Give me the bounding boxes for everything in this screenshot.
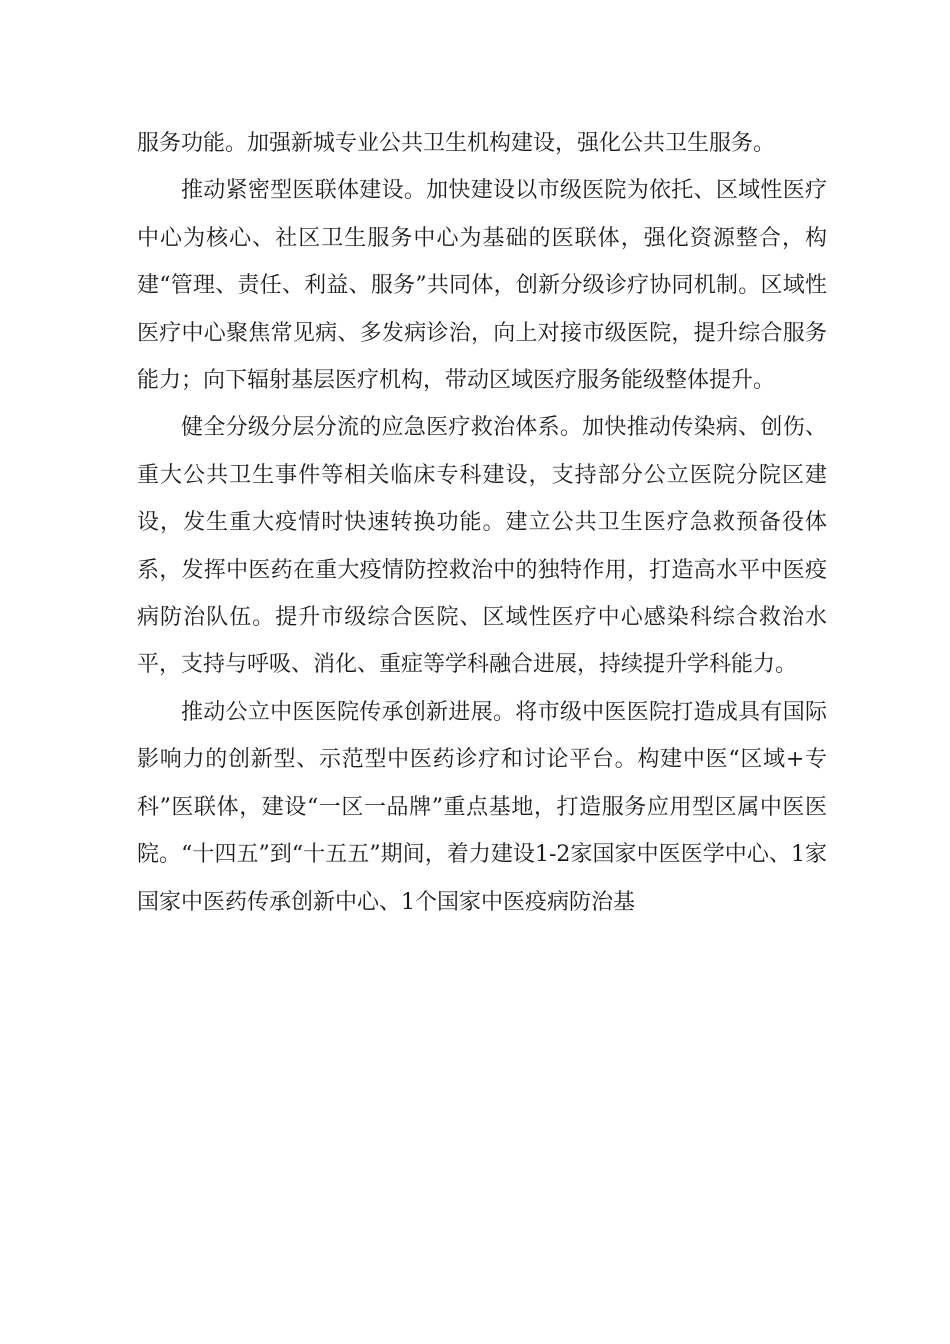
paragraph-continuation: 服务功能。加强新城专业公共卫生机构建设，强化公共卫生服务。 bbox=[137, 131, 776, 156]
paragraph-emergency-treatment: 健全分级分层分流的应急医疗救治体系。加快推动传染病、创伤、重大公共卫生事件等相关临床专科建设，支持部分公立医院分院区建设，发生重大疫情时快速转换功能。建立公共卫生医疗急救预备役体系，发挥中医药在重大疫情防控救治中的独特作用，打造高水平中医疫病防治队伍。提升市级综合医院、区域性医疗中心感染科综合救治水平，支持与呼吸、消化、重症等学科融合进展，持续提升学科能力。 bbox=[137, 415, 827, 678]
document-body bbox=[137, 120, 827, 926]
paragraph-tcm-hospitals: 推动公立中医医院传承创新进展。将市级中医医院打造成具有国际影响力的创新型、示范型中医药诊疗和讨论平台。构建中医“区域+专科”医联体，建设“一区一品牌”重点基地，打造服务应用型区属中医医院。“十四五”到“十五五”期间，着力建设1-2家国家中医医学中心、1家国家中医药传承创新中心、1个国家中医疫病防治基 bbox=[137, 699, 827, 915]
paragraph-medical-alliance: 推动紧密型医联体建设。加快建设以市级医院为依托、区域性医疗中心为核心、社区卫生服务中心为基础的医联体，强化资源整合，构建“管理、责任、利益、服务”共同体，创新分级诊疗协同机制。区域性医疗中心聚焦常见病、多发病诊治，向上对接市级医院，提升综合服务能力；向下辐射基层医疗机构，带动区域医疗服务能级整体提升。 bbox=[137, 178, 827, 394]
